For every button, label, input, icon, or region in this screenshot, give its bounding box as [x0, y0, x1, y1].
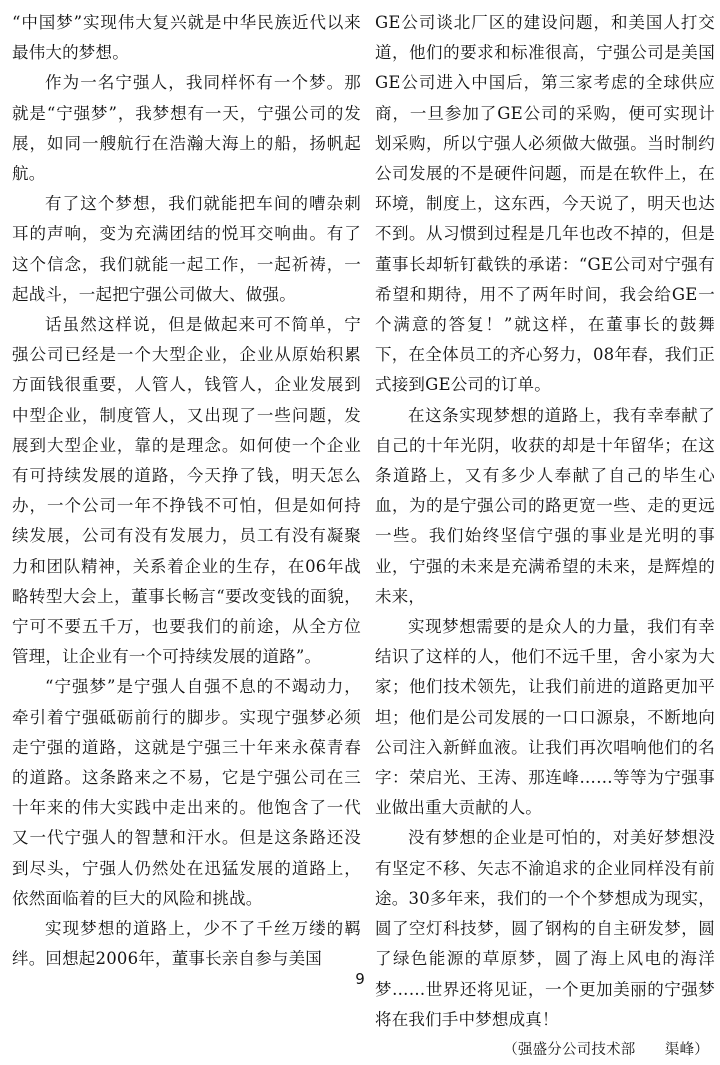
paragraph: “宁强梦”是宁强人自强不息的不竭动力，牵引着宁强砥砺前行的脚步。实现宁强梦必须走宁强的道路，这就是宁强三十年来永葆青春的道路。这条路来之不易，它是宁强公司在三十年来的伟大实践中走出来的。他饱含了一代又一代宁强人的智慧和汗水。但是这条路还没到尽头，宁强人仍然处在迅猛发展的道路上，依然面临着的巨大的风险和挑战。: [12, 677, 361, 908]
paragraph: 话虽然这样说，但是做起来可不简单，宁强公司已经是一个大型企业，企业从原始积累方面钱很重要，人管人，钱管人，企业发展到中型企业，制度管人，又出现了一些问题，发展到大型企业，靠的是理念。如何使一个企业有可持续发展的道路，今天挣了钱，明天怎么办，一个公司一年不挣钱不可怕，但是如何持续发展，公司有没有发展力，员工有没有凝聚力和团队精神，关系着企业的生存，在06年战略转型大会上，董事长畅言“要改变钱的面貌，宁可不要五千万，也要我们的前途，从全方位管理，让企业有一个可持续发展的道路”。: [12, 315, 361, 667]
page-number: 9: [355, 970, 365, 988]
paragraph: 在这条实现梦想的道路上，我有幸奉献了自己的十年光阴，收获的却是十年留华；在这条道路上，又有多少人奉献了自己的毕生心血，为的是宁强公司的路更宽一些、走的更远一些。我们始终坚信宁强的事业是光明的事业，宁强的未来是充满希望的未来，是辉煌的未来，: [375, 405, 715, 606]
paragraph: 实现梦想的道路上，少不了千丝万缕的羁绊。回想起2006年，董事长亲自参与美国: [12, 919, 361, 969]
paragraph: “中国梦”实现伟大复兴就是中华民族近代以来最伟大的梦想。: [12, 13, 361, 63]
left-column: [12, 8, 361, 975]
right-column: [375, 8, 715, 1065]
paragraph: 作为一名宁强人，我同样怀有一个梦。那就是“宁强梦”，我梦想有一天，宁强公司的发展，如同一艘航行在浩瀚大海上的船，扬帆起航。: [12, 73, 361, 184]
paragraph: 实现梦想需要的是众人的力量，我们有幸结识了这样的人，他们不远千里，舍小家为大家；他们技术领先，让我们前进的道路更加平坦；他们是公司发展的一口口源泉，不断地向公司注入新鲜血液。让我们再次唱响他们的名字：荣启光、王涛、那连峰……等等为宁强事业做出重大贡献的人。: [375, 617, 715, 818]
author-signature: （强盛分公司技术部 渠峰）: [503, 1041, 709, 1058]
paragraph: 有了这个梦想，我们就能把车间的嘈杂刺耳的声响，变为充满团结的悦耳交响曲。有了这个信念，我们就能一起工作，一起祈祷，一起战斗，一起把宁强公司做大、做强。: [12, 194, 361, 304]
paragraph: GE公司谈北厂区的建设问题，和美国人打交道，他们的要求和标准很高，宁强公司是美国GE公司进入中国后，第三家考虑的全球供应商，一旦参加了GE公司的采购，便可实现计划采购，所以宁强人必须做大做强。当时制约公司发展的不是硬件问题，而是在软件上，在环境，制度上，这东西，今天说了，明天也达不到。从习惯到过程是几年也改不掉的，但是董事长却斩钉截铁的承诺：“GE公司对宁强有希望和期待，用不了两年时间，我会给GE一个满意的答复！”就这样，在董事长的鼓舞下，在全体员工的齐心努力，08年春，我们正式接到GE公司的订单。: [375, 13, 715, 395]
paragraph: 没有梦想的企业是可怕的，对美好梦想没有坚定不移、矢志不渝追求的企业同样没有前途。30多年来，我们的一个个梦想成为现实，圆了空灯科技梦，圆了钢构的自主研发梦，圆了绿色能源的草原梦，圆了海上风电的海洋梦……世界还将见证，一个更加美丽的宁强梦将在我们手中梦想成真！: [375, 828, 715, 1029]
